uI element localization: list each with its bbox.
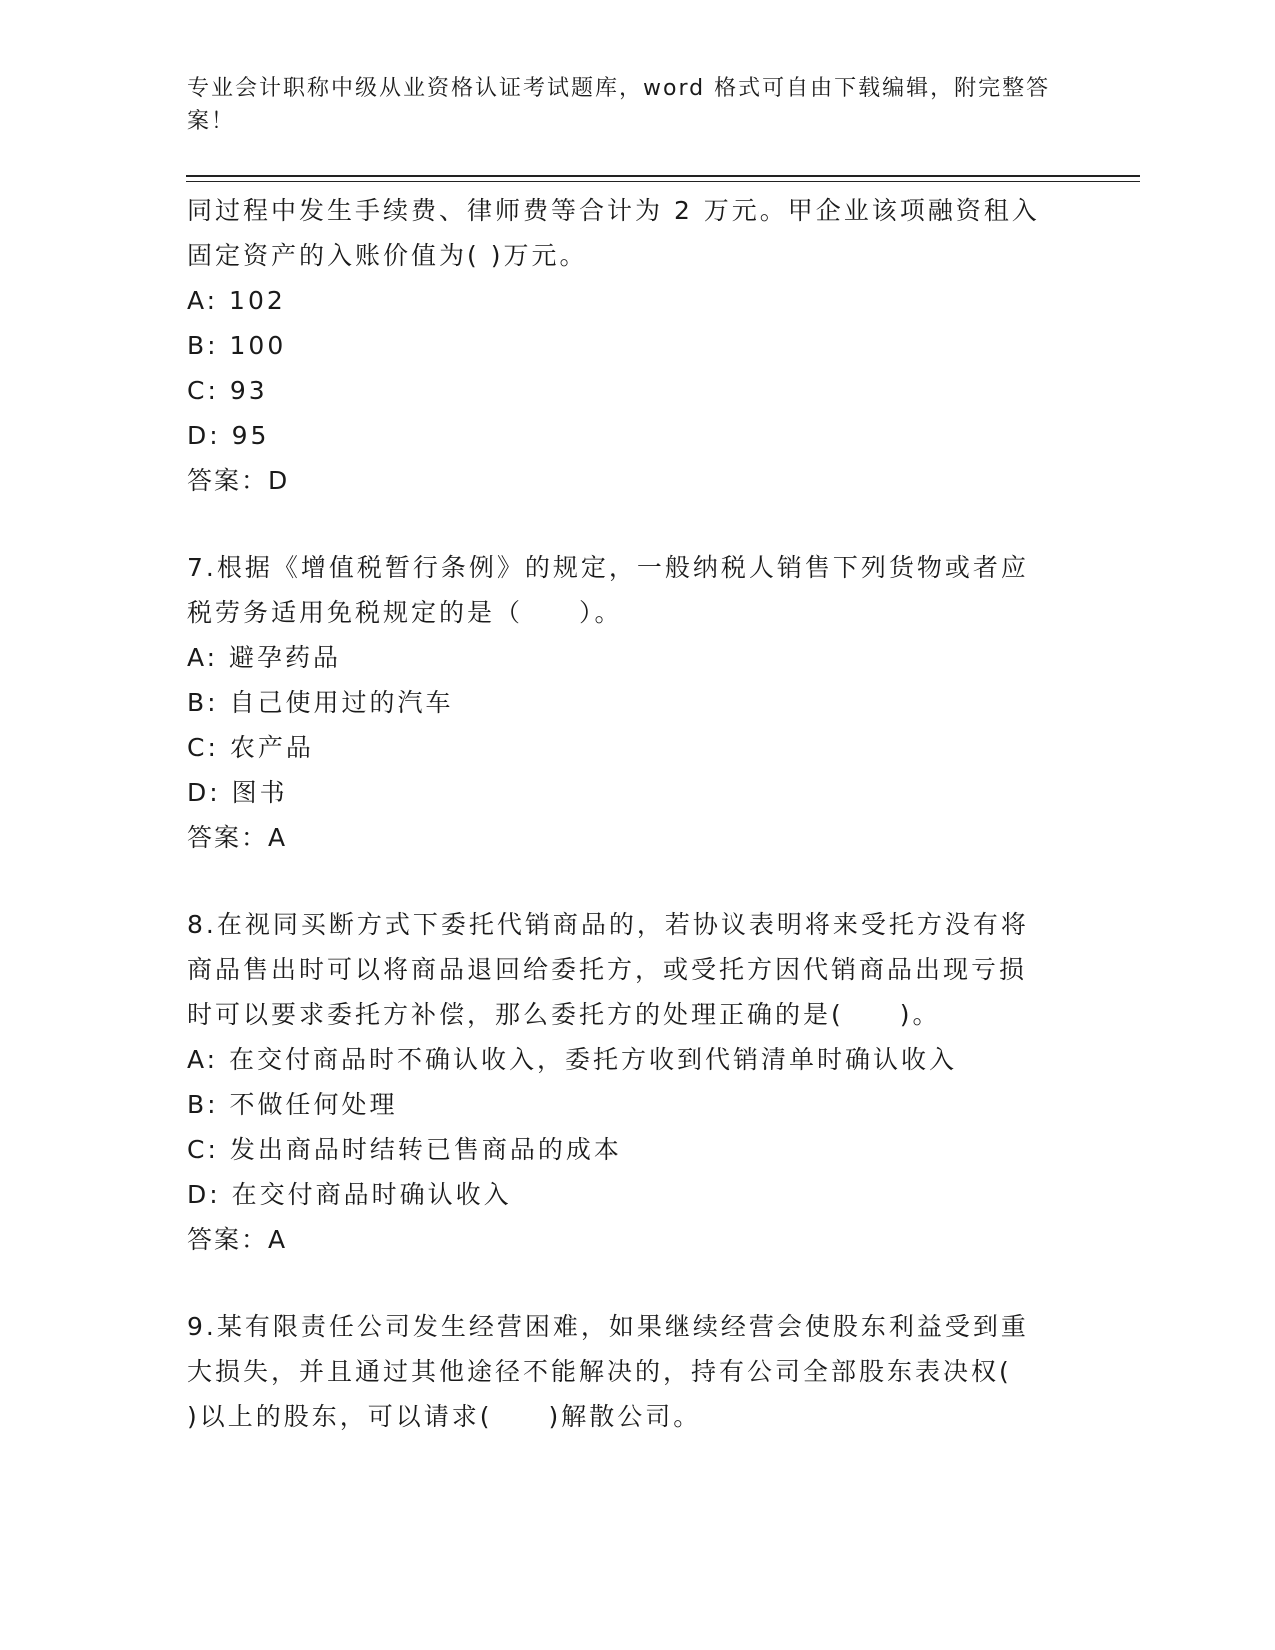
spacer xyxy=(187,503,1067,545)
spacer xyxy=(187,860,1067,902)
document-header xyxy=(187,72,1067,138)
option-a: A: 在交付商品时不确认收入，委托方收到代销清单时确认收入 xyxy=(187,1045,958,1074)
document-body xyxy=(187,188,1067,1439)
header-rule-thin xyxy=(186,181,1140,182)
answer-line: 答案：A xyxy=(187,823,288,852)
question-stem-line: 税劳务适用免税规定的是（ ）。 xyxy=(187,598,623,627)
question-stem-line: 9.某有限责任公司发生经营困难，如果继续经营会使股东利益受到重 xyxy=(187,1312,1029,1341)
option-c: C: 农产品 xyxy=(187,733,314,762)
spacer xyxy=(187,1262,1067,1304)
question-stem-line: 时可以要求委托方补偿，那么委托方的处理正确的是( )。 xyxy=(187,1000,941,1029)
option-b: B: 不做任何处理 xyxy=(187,1090,398,1119)
question-8 xyxy=(187,902,1067,1262)
option-c: C: 发出商品时结转已售商品的成本 xyxy=(187,1135,622,1164)
question-stem-line: 7.根据《增值税暂行条例》的规定，一般纳税人销售下列货物或者应 xyxy=(187,553,1029,582)
question-stem-line: 固定资产的入账价值为( )万元。 xyxy=(187,241,588,270)
question-stem-line: )以上的股东，可以请求( )解散公司。 xyxy=(187,1402,702,1431)
question-9 xyxy=(187,1304,1067,1439)
option-d: D: 在交付商品时确认收入 xyxy=(187,1180,512,1209)
option-b: B: 自己使用过的汽车 xyxy=(187,688,454,717)
option-d: D: 图书 xyxy=(187,778,288,807)
option-b: B: 100 xyxy=(187,331,287,360)
question-7 xyxy=(187,545,1067,860)
option-a: A: 102 xyxy=(187,286,286,315)
header-line-1: 专业会计职称中级从业资格认证考试题库，word 格式可自由下载编辑，附完整答 xyxy=(187,76,1051,101)
question-stem-line: 商品售出时可以将商品退回给委托方，或受托方因代销商品出现亏损 xyxy=(187,955,1028,984)
question-6 xyxy=(187,188,1067,503)
option-c: C: 93 xyxy=(187,376,268,405)
answer-line: 答案：A xyxy=(187,1225,288,1254)
option-d: D: 95 xyxy=(187,421,270,450)
option-a: A: 避孕药品 xyxy=(187,643,342,672)
question-stem-line: 8.在视同买断方式下委托代销商品的，若协议表明将来受托方没有将 xyxy=(187,910,1029,939)
header-line-2: 案！ xyxy=(187,109,236,134)
question-stem-line: 大损失，并且通过其他途径不能解决的，持有公司全部股东表决权( xyxy=(187,1357,1012,1386)
answer-line: 答案：D xyxy=(187,466,290,495)
question-stem-line: 同过程中发生手续费、律师费等合计为 2 万元。甲企业该项融资租入 xyxy=(187,196,1040,225)
header-rule-thick xyxy=(186,175,1140,177)
